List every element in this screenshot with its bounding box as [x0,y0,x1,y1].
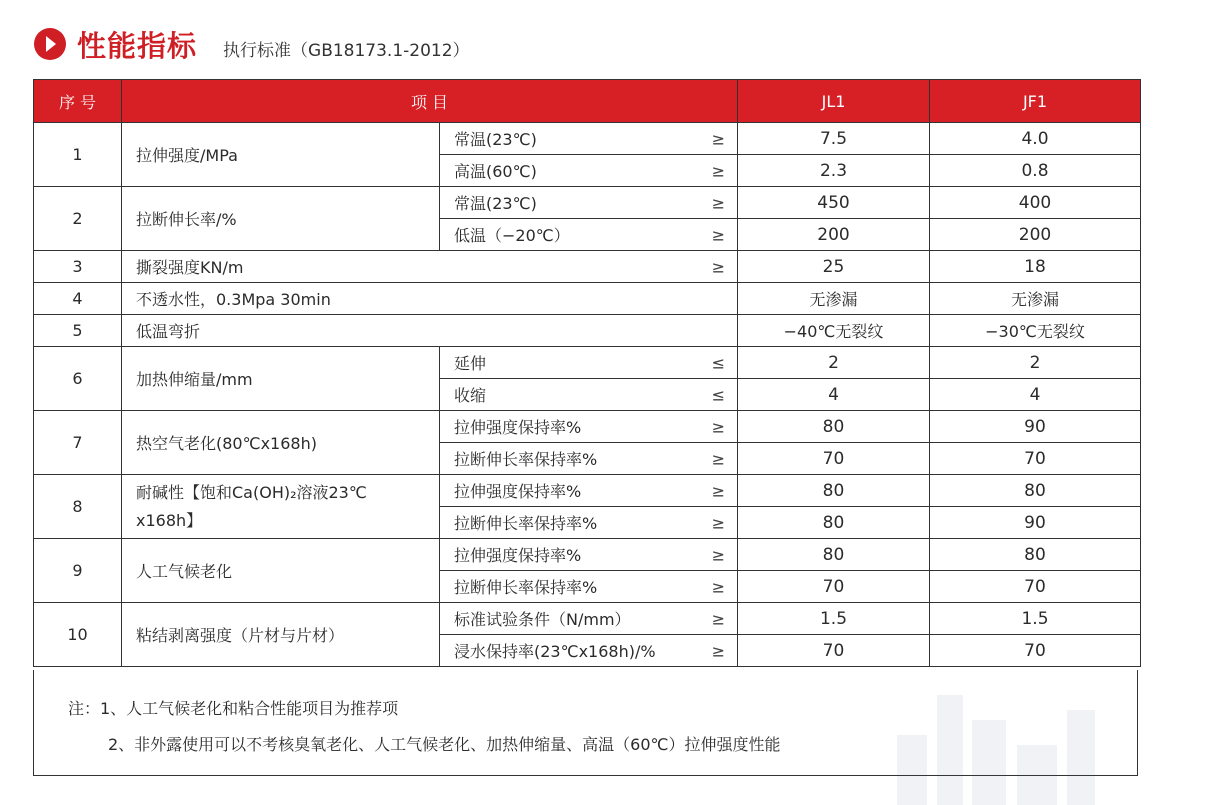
spec-table [33,79,1141,667]
play-circle-icon [33,27,67,61]
row-item: 人工气候老化 [122,539,440,603]
row-seq: 4 [34,283,122,315]
table-header-row [34,80,1141,123]
table-row [34,123,1141,155]
value-jf1: 2 [930,347,1141,379]
row-seq: 7 [34,411,122,475]
value-jl1: 80 [738,507,930,539]
value-jf1: 90 [930,507,1141,539]
row-condition: 拉伸强度保持率% ≥ [440,411,738,443]
value-jf1: 80 [930,539,1141,571]
value-jl1: 200 [738,219,930,251]
note-line-1: 注：1、人工气候老化和粘合性能项目为推荐项 [68,699,399,718]
value-jf1: 70 [930,443,1141,475]
row-condition: 常温(23℃) ≥ [440,187,738,219]
value-jl1: 4 [738,379,930,411]
row-condition: 标准试验条件（N/mm） ≥ [440,603,738,635]
value-jf1: −30℃无裂纹 [930,315,1141,347]
row-condition: 常温(23℃) ≥ [440,123,738,155]
header-jf1: JF1 [930,80,1141,123]
row-condition: 拉断伸长率保持率% ≥ [440,443,738,475]
row-condition: 拉断伸长率保持率% ≥ [440,507,738,539]
row-item: 不透水性，0.3Mpa 30min [122,283,738,315]
row-item: 撕裂强度KN/m ≥ [122,251,738,283]
table-row [34,187,1141,219]
value-jl1: 80 [738,539,930,571]
value-jl1: −40℃无裂纹 [738,315,930,347]
table-row [34,315,1141,347]
row-condition: 高温(60℃) ≥ [440,155,738,187]
table-row [34,539,1141,571]
table-row [34,475,1141,507]
table-row [34,411,1141,443]
value-jf1: 70 [930,571,1141,603]
row-seq: 3 [34,251,122,283]
value-jl1: 70 [738,635,930,667]
value-jf1: 0.8 [930,155,1141,187]
value-jl1: 1.5 [738,603,930,635]
header-item: 项 目 [122,80,738,123]
city-skyline-watermark [877,675,1137,805]
row-item: 耐碱性【饱和Ca(OH)₂溶液23℃ x168h】 [122,475,440,539]
row-item: 拉伸强度/MPa [122,123,440,187]
value-jf1: 无渗漏 [930,283,1141,315]
row-seq: 2 [34,187,122,251]
row-condition: 收缩 ≤ [440,379,738,411]
row-seq: 1 [34,123,122,187]
value-jl1: 70 [738,443,930,475]
value-jl1: 450 [738,187,930,219]
value-jl1: 80 [738,475,930,507]
table-row [34,603,1141,635]
row-item: 加热伸缩量/mm [122,347,440,411]
value-jl1: 70 [738,571,930,603]
table-row [34,251,1141,283]
value-jf1: 18 [930,251,1141,283]
row-item: 热空气老化(80℃x168h) [122,411,440,475]
row-item: 粘结剥离强度（片材与片材） [122,603,440,667]
row-condition: 拉伸强度保持率% ≥ [440,475,738,507]
header-jl1: JL1 [738,80,930,123]
row-item: 拉断伸长率/% [122,187,440,251]
value-jf1: 90 [930,411,1141,443]
value-jl1: 25 [738,251,930,283]
row-item: 低温弯折 [122,315,738,347]
value-jl1: 2.3 [738,155,930,187]
value-jf1: 80 [930,475,1141,507]
row-condition: 拉伸强度保持率% ≥ [440,539,738,571]
page-title: 性能指标 [77,28,198,63]
header-seq: 序 号 [34,80,122,123]
value-jl1: 7.5 [738,123,930,155]
section-header [33,24,470,64]
value-jf1: 4 [930,379,1141,411]
table-row [34,347,1141,379]
value-jl1: 无渗漏 [738,283,930,315]
value-jf1: 70 [930,635,1141,667]
row-seq: 8 [34,475,122,539]
row-seq: 9 [34,539,122,603]
row-condition: 拉断伸长率保持率% ≥ [440,571,738,603]
standard-label: 执行标准（GB18173.1-2012） [223,40,470,61]
table-row [34,283,1141,315]
value-jf1: 400 [930,187,1141,219]
row-condition: 浸水保持率(23℃x168h)/% ≥ [440,635,738,667]
value-jf1: 4.0 [930,123,1141,155]
value-jf1: 1.5 [930,603,1141,635]
value-jl1: 80 [738,411,930,443]
value-jf1: 200 [930,219,1141,251]
row-condition: 低温（−20℃） ≥ [440,219,738,251]
value-jl1: 2 [738,347,930,379]
note-line-2: 2、非外露使用可以不考核臭氧老化、人工气候老化、加热伸缩量、高温（60℃）拉伸强度性能 [108,735,781,754]
row-seq: 5 [34,315,122,347]
row-condition: 延伸 ≤ [440,347,738,379]
row-seq: 10 [34,603,122,667]
row-seq: 6 [34,347,122,411]
